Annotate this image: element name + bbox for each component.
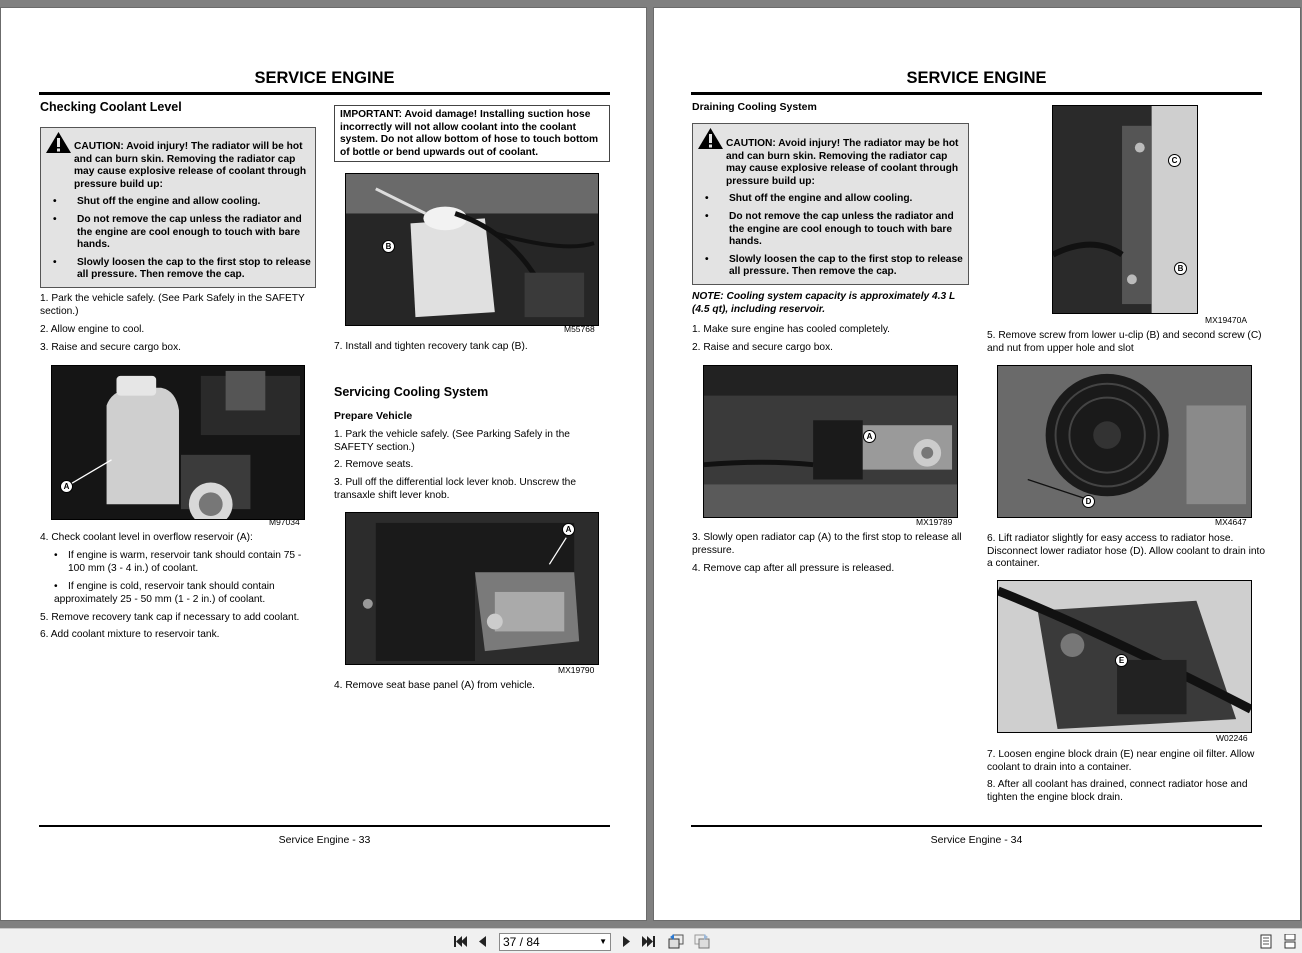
image-code: MX4647 (1215, 517, 1247, 527)
caution-lead: CAUTION: Avoid injury! The radiator will be hot and can burn skin. Removing the radiator cap may cause explosive release of coolant through pressure build up: (74, 141, 307, 190)
subsection-title: Prepare Vehicle (334, 410, 413, 422)
callout-a: A (60, 480, 73, 493)
caution-bullet: • Shut off the engine and allow cooling. (53, 196, 261, 208)
single-page-icon[interactable] (1258, 934, 1274, 949)
caution-bullet: • Slowly loosen the cap to the first stop to release all pressure. Then remove the cap. (53, 256, 311, 281)
warning-icon (697, 127, 724, 150)
step: 3. Pull off the differential lock lever knob. Unscrew the transaxle shift lever knob. (334, 477, 576, 501)
step: 4. Check coolant level in overflow reservoir (A): (40, 532, 253, 543)
first-page-icon[interactable] (452, 934, 468, 949)
image-code: MX19789 (916, 517, 953, 527)
caution-bullet: • Do not remove the cap unless the radiator and the engine are cool enough to touch with bare hands. (705, 210, 954, 248)
step: 2. Raise and secure cargo box. (692, 342, 834, 353)
note: NOTE: Cooling system capacity is approximately 4.3 L (4.5 qt), including reservoir. (692, 291, 956, 315)
step: 4. Remove cap after all pressure is released. (692, 563, 895, 574)
step: 1. Park the vehicle safely. (See Parking Safely in the SAFETY section.) (334, 429, 570, 453)
page-footer: Service Engine - 33 (278, 834, 371, 846)
callout-d: D (1082, 495, 1095, 508)
footer-rule (39, 825, 610, 827)
step: 1. Make sure engine has cooled completely. (692, 324, 891, 335)
image-code: MX19790 (558, 665, 595, 675)
callout-c: C (1168, 154, 1181, 167)
page-right (653, 7, 1301, 921)
caution-box (40, 127, 316, 288)
page-left (0, 7, 647, 921)
photo-coolant-reservoir (51, 365, 305, 520)
step: 8. After all coolant has drained, connect radiator hose and tighten the engine block drain. (987, 779, 1248, 803)
header-rule (691, 92, 1262, 95)
last-page-icon[interactable] (641, 934, 657, 949)
photo-seat-base-panel (345, 512, 599, 665)
step: 2. Remove seats. (334, 459, 414, 470)
continuous-page-icon[interactable] (1282, 934, 1298, 949)
footer-rule (691, 825, 1262, 827)
callout-e: E (1115, 654, 1128, 667)
photo-radiator-side (1052, 105, 1198, 314)
callout-b: B (1174, 262, 1187, 275)
step: 7. Loosen engine block drain (E) near engine oil filter. Allow coolant to drain into a container. (987, 749, 1255, 773)
page-header: SERVICE ENGINE (254, 69, 395, 87)
step: 5. Remove recovery tank cap if necessary to add coolant. (40, 612, 300, 623)
photo-radiator-cap (703, 365, 958, 518)
callout-a: A (863, 430, 876, 443)
caution-bullet: • Slowly loosen the cap to the first stop to release all pressure. Then remove the cap. (705, 253, 963, 278)
step: 3. Slowly open radiator cap (A) to the first stop to release all pressure. (692, 532, 962, 556)
page-header: SERVICE ENGINE (906, 69, 1047, 87)
step: 5. Remove screw from lower u-clip (B) and second screw (C) and nut from upper hole and slot (987, 330, 1262, 354)
callout-a: A (562, 523, 575, 536)
chevron-down-icon: ▼ (599, 937, 607, 946)
page-number-select[interactable]: 37 / 84 ▼ (499, 933, 611, 951)
next-page-icon[interactable] (618, 934, 634, 949)
section-title: Checking Coolant Level (40, 100, 182, 114)
callout-b: B (382, 240, 395, 253)
go-forward-view-icon[interactable] (694, 934, 710, 949)
caution-box (692, 123, 969, 285)
image-code: M55768 (564, 324, 595, 334)
image-code: W02246 (1216, 733, 1248, 743)
go-back-view-icon[interactable] (668, 934, 684, 949)
caution-bullet: • Do not remove the cap unless the radiator and the engine are cool enough to touch with bare hands. (53, 213, 302, 251)
viewer-toolbar (0, 928, 1302, 953)
photo-radiator-fan (997, 365, 1252, 518)
section-title: Draining Cooling System (692, 101, 817, 113)
step: 4. Remove seat base panel (A) from vehicle. (334, 680, 536, 691)
step: 3. Raise and secure cargo box. (40, 342, 182, 353)
step: 2. Allow engine to cool. (40, 324, 145, 335)
caution-bullet: • Shut off the engine and allow cooling. (705, 193, 913, 205)
step-bullet: • If engine is warm, reservoir tank should contain 75 - 100 mm (3 - 4 in.) of coolant. (54, 550, 302, 574)
caution-lead: CAUTION: Avoid injury! The radiator may be hot and can burn skin. Removing the radiator cap may cause explosive release of coolant through pressure build up: (726, 138, 959, 187)
section-title: Servicing Cooling System (334, 385, 489, 399)
step: 7. Install and tighten recovery tank cap (B). (334, 341, 528, 352)
step: 6. Lift radiator slightly for easy access to radiator hose. Disconnect lower radiator hose (D). Allow coolant to drain into a container. (987, 533, 1266, 570)
warning-icon (45, 131, 72, 154)
image-code: M97034 (269, 517, 300, 527)
prev-page-icon[interactable] (475, 934, 491, 949)
header-rule (39, 92, 610, 95)
step: 6. Add coolant mixture to reservoir tank. (40, 629, 220, 640)
important-box: IMPORTANT: Avoid damage! Installing suction hose incorrectly will not allow coolant into the coolant system. Do not allow bottom of hose to touch bottom of bottle or bend upwards out of coolant. (334, 105, 610, 162)
step-bullet: • If engine is cold, reservoir tank should contain approximately 25 - 50 mm (1 - 2 in.) of coolant. (54, 581, 275, 605)
step: 1. Park the vehicle safely. (See Park Safely in the SAFETY section.) (40, 293, 305, 317)
image-code: MX19470A (1205, 315, 1248, 325)
page-footer: Service Engine - 34 (930, 834, 1023, 846)
